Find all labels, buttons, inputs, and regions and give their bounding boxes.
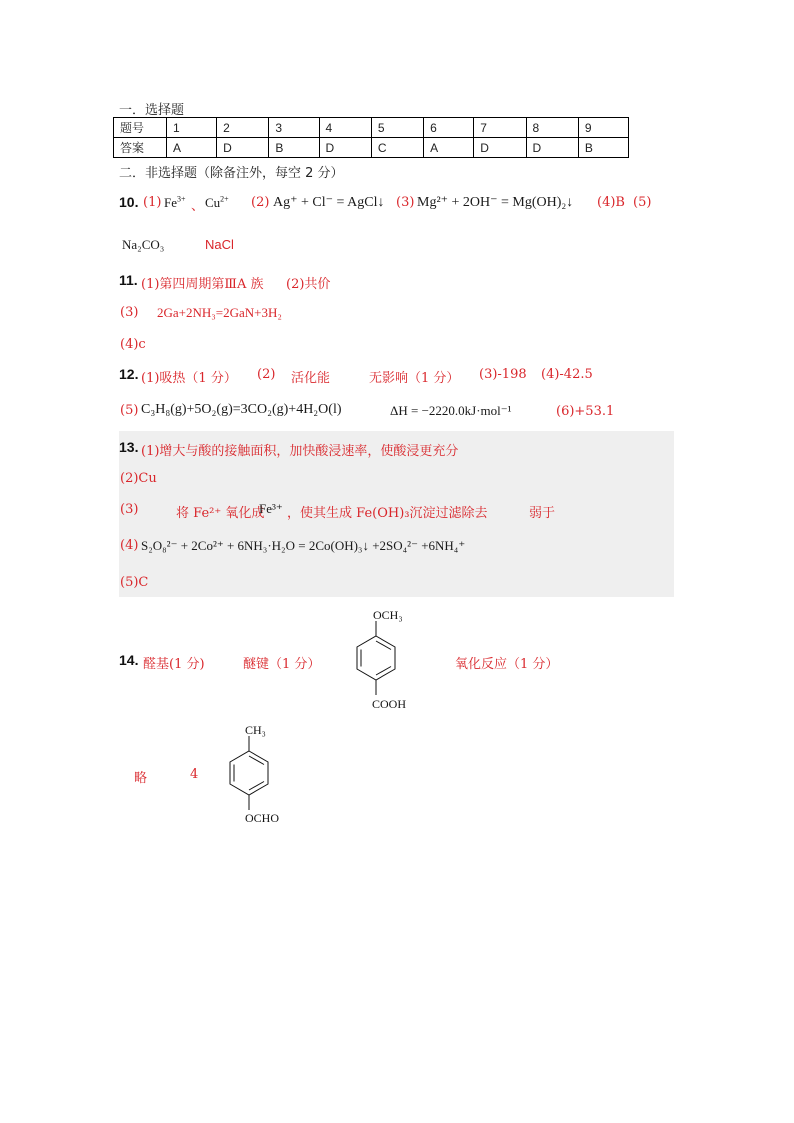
double-bond: [249, 756, 264, 765]
table-cell: 题号: [114, 118, 167, 138]
table-cell: D: [319, 138, 371, 158]
q11-answer-3-equation: 2Ga+2NH₃=2GaN+3H₂: [157, 305, 282, 320]
table-cell: B: [578, 138, 628, 158]
q10-part-3-label: (3): [396, 195, 415, 210]
table-cell: 1: [167, 118, 217, 138]
table-cell: 7: [474, 118, 526, 138]
q12-answer-4: (4)-42.5: [541, 367, 593, 382]
q12-answer-2a: 活化能: [291, 371, 331, 386]
q10-ion-cu: [205, 195, 229, 211]
table-cell: 8: [526, 118, 578, 138]
table-cell: D: [217, 138, 269, 158]
q12-answer-5-enthalpy: ΔH = −2220.0kJ·mol⁻¹: [390, 403, 512, 418]
structure-2-bottom-group: OCHO: [245, 811, 280, 825]
q13-answer-4-label: (4): [120, 538, 139, 553]
q10-fe-charge: 3+: [177, 194, 186, 204]
question-number-10: 10.: [119, 194, 139, 210]
question-number-12: 12.: [119, 366, 139, 382]
benzene-ring: [357, 636, 395, 680]
table-cell: A: [424, 138, 474, 158]
table-cell: 9: [578, 118, 628, 138]
question-number-11: 11.: [119, 272, 138, 288]
q10-nacl: NaCl: [205, 237, 234, 252]
table-row-header: [114, 118, 629, 138]
q14-answer-5: 4: [190, 767, 199, 782]
table-cell: 4: [319, 118, 371, 138]
q14-answer-4: 略: [134, 771, 148, 786]
q13-answer-4-equation: S₂O₈²⁻ + 2Co²⁺ + 6NH₃·H₂O = 2Co(OH)₃↓ +2SO₄²⁻ +6NH₄⁺: [141, 538, 466, 553]
q12-answer-2-label: (2): [257, 367, 276, 382]
q10-cu-symbol: Cu: [205, 195, 221, 210]
q10-part-5-label: (5): [633, 195, 652, 210]
q10-equation-2: Ag⁺ + Cl⁻ = AgCl↓: [273, 195, 385, 210]
table-row-answers: [114, 138, 629, 158]
double-bond: [376, 641, 391, 650]
structure-1-top-group: OCH₃: [373, 608, 403, 622]
q10-part-2-label: (2): [251, 195, 270, 210]
q11-answer-2: (2)共价: [286, 277, 331, 292]
structure-1-bottom-group: COOH: [372, 697, 407, 711]
table-cell: D: [474, 138, 526, 158]
section-2-title: 二．非选择题（除备注外，每空 2 分）: [119, 166, 344, 181]
q12-answer-1: (1)吸热（1 分）: [141, 371, 237, 386]
table-cell: 2: [217, 118, 269, 138]
q11-answer-3-label: (3): [120, 305, 139, 320]
q13-answer-3-fe3: Fe³⁺: [259, 501, 283, 516]
q12-answer-3: (3)-198: [479, 367, 527, 382]
table-cell: 5: [371, 118, 423, 138]
structure-2-top-group: CH₃: [245, 723, 266, 737]
q13-answer-3-weak: 弱于: [529, 506, 556, 521]
q13-answer-3-text-b: ，使其生成 Fe(OH)₃沉淀过滤除去: [287, 506, 488, 521]
answer-table: [113, 117, 629, 158]
structure-methoxybenzoic-acid: [340, 603, 430, 713]
q10-cu-charge: 2+: [220, 194, 229, 204]
q11-answer-1: (1)第四周期第ⅢA 族: [141, 277, 264, 292]
q12-answer-2b: 无影响（1 分）: [369, 371, 460, 386]
q13-answer-5: (5)C: [120, 575, 149, 590]
q10-equation-3: Mg²⁺ + 2OH⁻ = Mg(OH)₂↓: [417, 195, 574, 210]
q12-answer-5-equation: C₃H₈(g)+5O₂(g)=3CO₂(g)+4H₂O(l): [141, 402, 342, 417]
table-cell: 6: [424, 118, 474, 138]
table-cell: 答案: [114, 138, 167, 158]
q10-separator: 、: [191, 199, 205, 214]
q13-answer-3-label: (3): [120, 502, 139, 517]
q14-answer-2: 醚键（1 分）: [243, 657, 321, 672]
q10-na2co3: Na₂CO₃: [122, 237, 165, 252]
q10-part-4: (4)B: [597, 195, 625, 210]
q14-answer-1: 醛基(1 分): [143, 657, 205, 672]
q12-answer-6: (6)+53.1: [556, 404, 615, 419]
structure-methylphenyl-formate: [225, 718, 315, 828]
q10-part-1-label: (1): [143, 195, 162, 210]
table-cell: B: [269, 138, 319, 158]
question-number-14: 14.: [119, 652, 139, 668]
double-bond: [376, 667, 391, 676]
q12-answer-5-label: (5): [120, 403, 139, 418]
double-bond: [249, 782, 264, 791]
table-cell: C: [371, 138, 423, 158]
table-cell: D: [526, 138, 578, 158]
table-cell: 3: [269, 118, 319, 138]
section-1-title: 一．选择题: [119, 103, 185, 118]
benzene-ring: [230, 751, 268, 795]
q13-answer-1: (1)增大与酸的接触面积，加快酸浸速率，使酸浸更充分: [141, 444, 459, 459]
q10-fe-symbol: Fe: [164, 195, 177, 210]
q10-ion-fe: [164, 195, 186, 211]
table-cell: A: [167, 138, 217, 158]
question-number-13: 13.: [119, 439, 139, 455]
q13-answer-3-text-a: 将 Fe²⁺ 氧化成: [176, 506, 265, 521]
q14-answer-3: 氧化反应（1 分）: [455, 657, 559, 672]
q11-answer-4: (4)c: [120, 337, 146, 352]
q13-answer-2: (2)Cu: [120, 471, 157, 486]
